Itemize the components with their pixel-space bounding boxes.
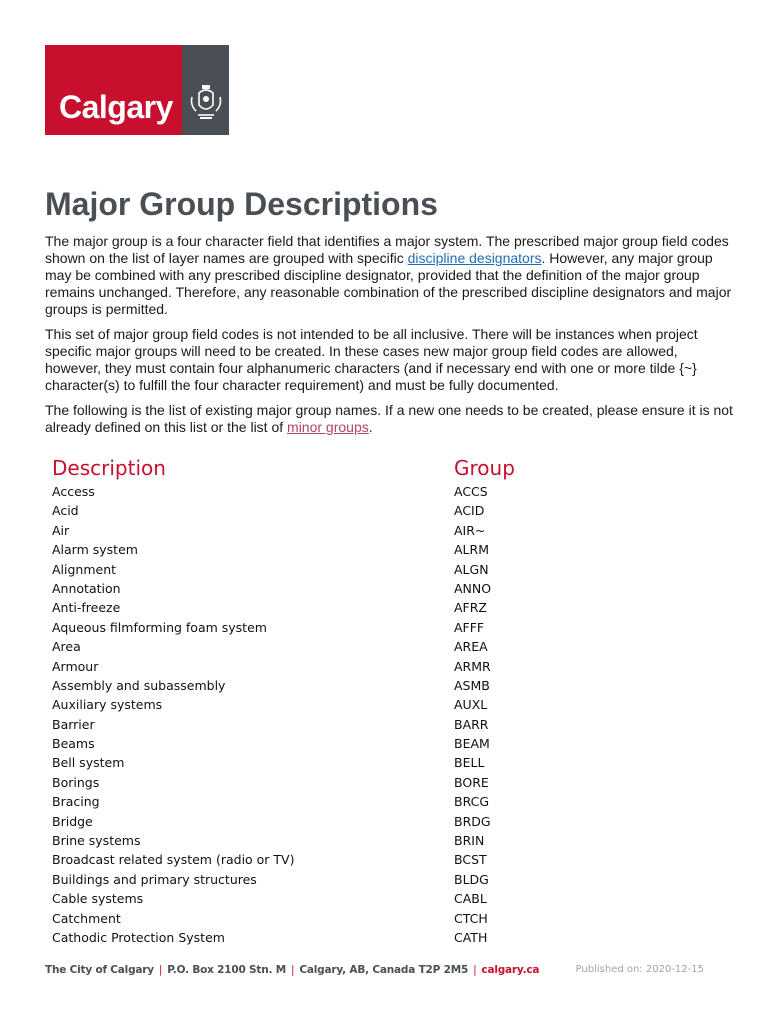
table-row xyxy=(52,639,652,658)
table-row xyxy=(52,911,652,930)
table-row xyxy=(52,717,652,736)
row-description: Bridge xyxy=(52,813,93,829)
table-row xyxy=(52,503,652,522)
row-description: Armour xyxy=(52,658,99,674)
row-group-code: BEAM xyxy=(454,736,490,752)
row-description: Assembly and subassembly xyxy=(52,677,226,693)
table-row xyxy=(52,600,652,619)
row-group-code: BELL xyxy=(454,755,485,771)
footer-site-link[interactable]: calgary.ca xyxy=(481,964,540,976)
table-row xyxy=(52,852,652,871)
table-row xyxy=(52,872,652,891)
row-description: Cable systems xyxy=(52,891,144,907)
row-description: Cathodic Protection System xyxy=(52,929,225,945)
footer-org: The City of Calgary xyxy=(45,964,154,976)
footer xyxy=(45,964,539,976)
row-description: Bracing xyxy=(52,794,100,810)
table-row xyxy=(52,542,652,561)
row-description: Broadcast related system (radio or TV) xyxy=(52,852,295,868)
major-group-table xyxy=(52,484,652,949)
table-row xyxy=(52,697,652,716)
crest-icon xyxy=(186,85,226,121)
group-column-header: Group xyxy=(454,456,515,480)
logo-wordmark: Calgary xyxy=(59,89,173,125)
footer-address: P.O. Box 2100 Stn. M xyxy=(167,964,287,976)
row-group-code: ARMR xyxy=(454,658,491,674)
row-group-code: AIR~ xyxy=(454,522,486,538)
row-description: Buildings and primary structures xyxy=(52,871,257,887)
row-group-code: ASMB xyxy=(454,677,490,693)
table-row xyxy=(52,833,652,852)
table-row xyxy=(52,523,652,542)
row-group-code: BRCG xyxy=(454,794,490,810)
intro-paragraph-3 xyxy=(45,402,735,436)
table-row xyxy=(52,678,652,697)
city-logo xyxy=(45,45,229,135)
row-group-code: CATH xyxy=(454,929,488,945)
published-date: Published on: 2020-12-15 xyxy=(575,964,704,975)
table-row xyxy=(52,562,652,581)
row-description: Air xyxy=(52,522,70,538)
row-description: Annotation xyxy=(52,580,121,596)
intro-paragraph-1 xyxy=(45,233,735,318)
minor-groups-link[interactable]: minor groups xyxy=(287,419,369,435)
table-row xyxy=(52,794,652,813)
table-row xyxy=(52,659,652,678)
row-description: Barrier xyxy=(52,716,95,732)
row-description: Auxiliary systems xyxy=(52,697,163,713)
table-row xyxy=(52,775,652,794)
row-group-code: AFRZ xyxy=(454,600,487,616)
row-group-code: CTCH xyxy=(454,910,488,926)
table-row xyxy=(52,736,652,755)
table-row xyxy=(52,581,652,600)
row-group-code: ALGN xyxy=(454,561,489,577)
row-description: Alignment xyxy=(52,561,117,577)
row-description: Access xyxy=(52,484,95,499)
row-description: Bell system xyxy=(52,755,125,771)
row-description: Alarm system xyxy=(52,542,138,558)
row-description: Area xyxy=(52,639,81,655)
intro-text xyxy=(45,233,735,444)
row-description: Aqueous filmforming foam system xyxy=(52,619,267,635)
row-group-code: BORE xyxy=(454,774,489,790)
row-description: Borings xyxy=(52,774,100,790)
intro-p1-text-b: . However, any major group may be combined with any prescribed discipline designator, provided that the definition of the major group remains unchanged. Therefore, any reasonable combination of the prescribed discipline designators and major groups is permitted. xyxy=(45,250,732,317)
row-group-code: ACCS xyxy=(454,484,488,499)
row-description: Acid xyxy=(52,503,79,519)
row-group-code: BARR xyxy=(454,716,489,732)
row-description: Anti-freeze xyxy=(52,600,121,616)
row-group-code: BRIN xyxy=(454,833,485,849)
table-row xyxy=(52,891,652,910)
table-row xyxy=(52,814,652,833)
footer-separator: | xyxy=(291,964,295,976)
footer-separator: | xyxy=(473,964,477,976)
logo-crest-panel xyxy=(182,45,229,135)
row-description: Catchment xyxy=(52,910,121,926)
row-group-code: BCST xyxy=(454,852,487,868)
table-row xyxy=(52,620,652,639)
description-column-header: Description xyxy=(52,456,166,480)
row-description: Beams xyxy=(52,736,95,752)
row-group-code: ACID xyxy=(454,503,485,519)
row-group-code: ALRM xyxy=(454,542,489,558)
row-group-code: AREA xyxy=(454,639,488,655)
row-group-code: AUXL xyxy=(454,697,488,713)
table-row xyxy=(52,755,652,774)
row-group-code: CABL xyxy=(454,891,487,907)
footer-city: Calgary, AB, Canada T2P 2M5 xyxy=(299,964,469,976)
row-group-code: BRDG xyxy=(454,813,491,829)
row-group-code: BLDG xyxy=(454,871,489,887)
intro-p1-text-a: The major group is a four character field that identifies a major system. The prescribed major group field codes shown on the list of layer names are grouped with specific xyxy=(45,233,729,266)
footer-separator: | xyxy=(158,964,163,976)
table-row xyxy=(52,930,652,949)
intro-paragraph-2: This set of major group field codes is not intended to be all inclusive. There will be instances when project specific major groups will need to be created. In these cases new major group field codes are allowed, however, they must contain four alphanumeric characters (and if necessary end with one or more tilde {~} character(s) to fulfill the four character requirement) and must be fully documented. xyxy=(45,326,698,393)
table-row xyxy=(52,484,652,503)
row-group-code: ANNO xyxy=(454,580,492,596)
intro-p3-text-b: . xyxy=(368,419,373,435)
intro-p3-text-a: The following is the list of existing major group names. If a new one needs to be created, please ensure it is not already defined on this list or the list of xyxy=(45,402,733,435)
row-group-code: AFFF xyxy=(454,619,485,635)
page-title: Major Group Descriptions xyxy=(45,186,438,222)
discipline-designators-link[interactable]: discipline designators xyxy=(407,250,542,266)
row-description: Brine systems xyxy=(52,833,141,849)
logo-wordmark-panel xyxy=(45,45,182,135)
table-header xyxy=(52,456,552,482)
